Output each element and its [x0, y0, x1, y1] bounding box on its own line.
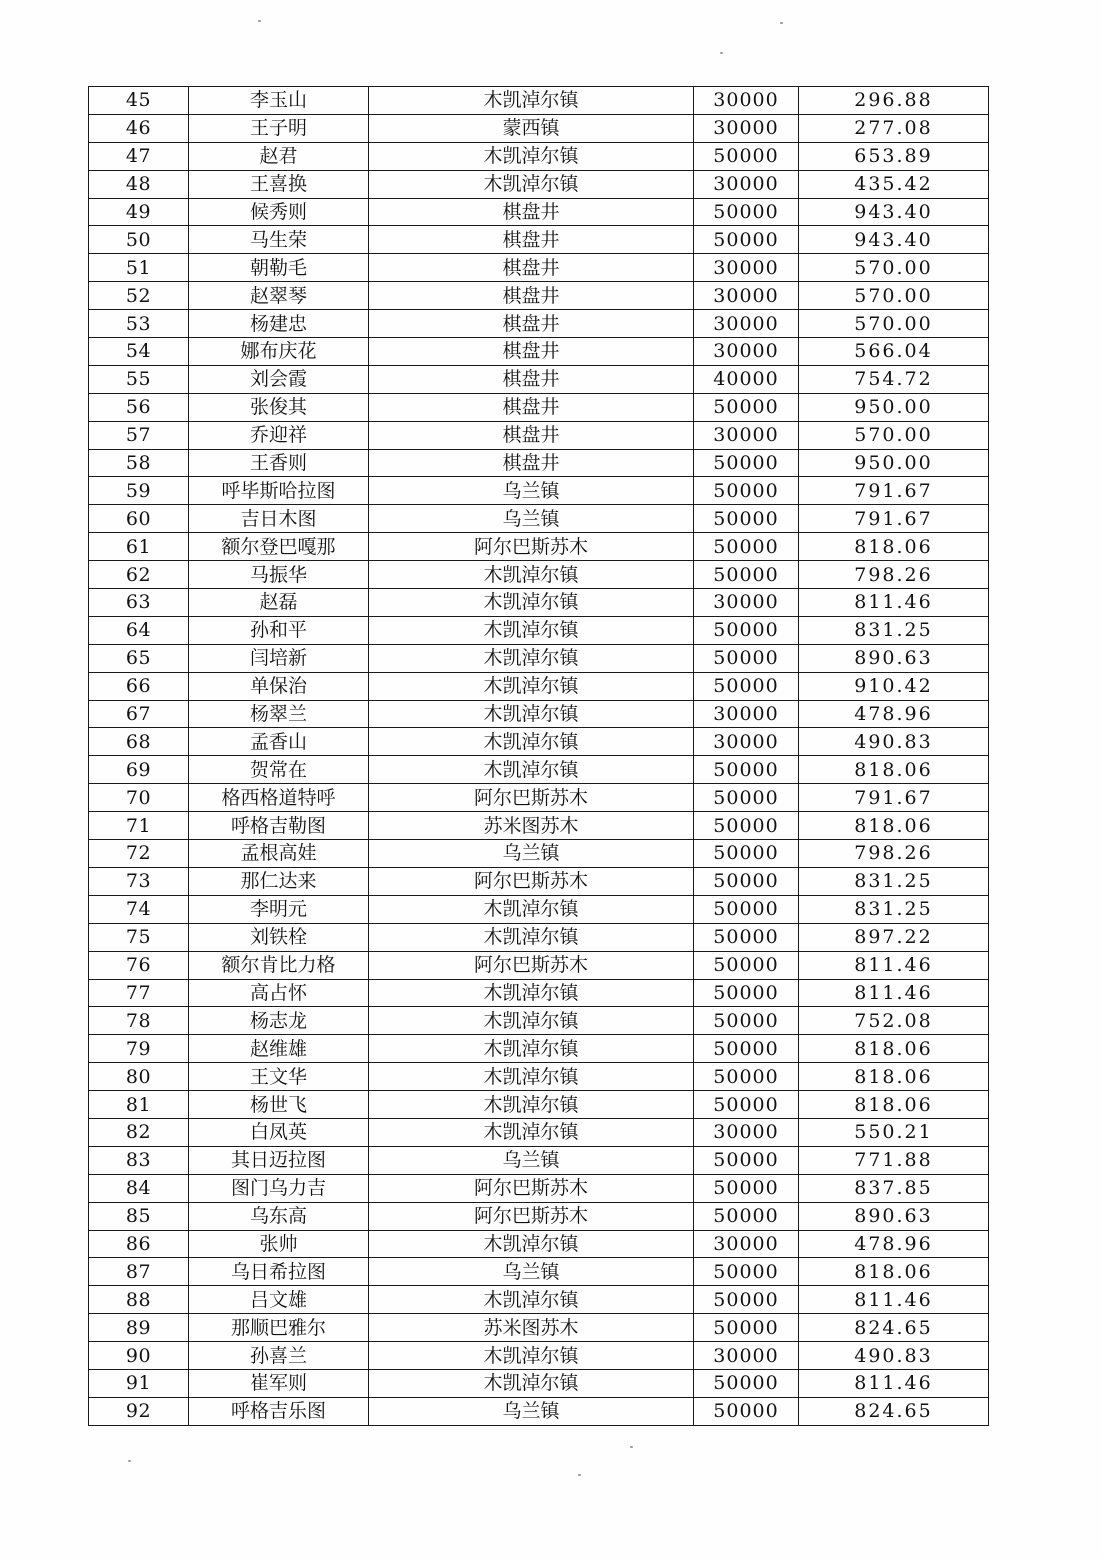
table-row: [89, 282, 989, 310]
table-row: [89, 895, 989, 923]
amount-value: 50000: [694, 1091, 799, 1119]
person-name: 王子明: [189, 114, 369, 142]
row-number: 59: [89, 477, 189, 505]
subsidy-value: 791.67: [799, 477, 989, 505]
amount-value: 30000: [694, 254, 799, 282]
row-number: 48: [89, 170, 189, 198]
table-row: [89, 533, 989, 561]
table-row: [89, 1146, 989, 1174]
person-name: 孙和平: [189, 616, 369, 644]
table-row: [89, 338, 989, 366]
table-row: [89, 1397, 989, 1425]
subsidy-value: 811.46: [799, 589, 989, 617]
row-number: 64: [89, 616, 189, 644]
town-name: 苏米图苏木: [369, 812, 694, 840]
person-name: 刘铁栓: [189, 923, 369, 951]
town-name: 棋盘井: [369, 282, 694, 310]
town-name: 木凯淖尔镇: [369, 616, 694, 644]
amount-value: 30000: [694, 87, 799, 115]
row-number: 63: [89, 589, 189, 617]
person-name: 额尔肯比力格: [189, 951, 369, 979]
amount-value: 50000: [694, 979, 799, 1007]
person-name: 娜布庆花: [189, 338, 369, 366]
scan-speck: [720, 52, 723, 54]
amount-value: 50000: [694, 533, 799, 561]
town-name: 木凯淖尔镇: [369, 700, 694, 728]
subsidy-value: 570.00: [799, 310, 989, 338]
person-name: 杨志龙: [189, 1007, 369, 1035]
subsidy-value: 570.00: [799, 421, 989, 449]
table-row: [89, 1007, 989, 1035]
town-name: 阿尔巴斯苏木: [369, 1202, 694, 1230]
person-name: 马生荣: [189, 226, 369, 254]
table-row: [89, 1202, 989, 1230]
subsidy-value: 490.83: [799, 1342, 989, 1370]
person-name: 赵磊: [189, 589, 369, 617]
amount-value: 50000: [694, 616, 799, 644]
amount-value: 50000: [694, 1007, 799, 1035]
row-number: 83: [89, 1146, 189, 1174]
amount-value: 30000: [694, 421, 799, 449]
scan-speck: [258, 20, 261, 22]
amount-value: 50000: [694, 756, 799, 784]
town-name: 棋盘井: [369, 310, 694, 338]
subsidy-value: 550.21: [799, 1118, 989, 1146]
amount-value: 50000: [694, 393, 799, 421]
subsidy-value: 831.25: [799, 867, 989, 895]
table-row: [89, 477, 989, 505]
town-name: 木凯淖尔镇: [369, 87, 694, 115]
subsidy-value: 818.06: [799, 812, 989, 840]
person-name: 那仁达来: [189, 867, 369, 895]
town-name: 木凯淖尔镇: [369, 644, 694, 672]
table-row: [89, 756, 989, 784]
table-row: [89, 812, 989, 840]
subsidy-value: 811.46: [799, 1369, 989, 1397]
subsidy-value: 890.63: [799, 644, 989, 672]
subsidy-value: 478.96: [799, 1230, 989, 1258]
table-row: [89, 1035, 989, 1063]
subsidy-value: 478.96: [799, 700, 989, 728]
row-number: 50: [89, 226, 189, 254]
person-name: 孟根高娃: [189, 840, 369, 868]
town-name: 乌兰镇: [369, 477, 694, 505]
subsidy-value: 831.25: [799, 895, 989, 923]
row-number: 85: [89, 1202, 189, 1230]
town-name: 阿尔巴斯苏木: [369, 533, 694, 561]
subsidy-value: 824.65: [799, 1397, 989, 1425]
town-name: 木凯淖尔镇: [369, 728, 694, 756]
table-row: [89, 979, 989, 1007]
amount-value: 50000: [694, 1174, 799, 1202]
amount-value: 50000: [694, 1035, 799, 1063]
table-row: [89, 449, 989, 477]
town-name: 棋盘井: [369, 254, 694, 282]
row-number: 66: [89, 672, 189, 700]
amount-value: 30000: [694, 728, 799, 756]
person-name: 孙喜兰: [189, 1342, 369, 1370]
amount-value: 50000: [694, 923, 799, 951]
amount-value: 30000: [694, 338, 799, 366]
subsidy-value: 752.08: [799, 1007, 989, 1035]
person-name: 额尔登巴嘎那: [189, 533, 369, 561]
row-number: 88: [89, 1286, 189, 1314]
town-name: 苏米图苏木: [369, 1314, 694, 1342]
row-number: 54: [89, 338, 189, 366]
subsidy-value: 653.89: [799, 142, 989, 170]
town-name: 蒙西镇: [369, 114, 694, 142]
town-name: 木凯淖尔镇: [369, 1007, 694, 1035]
table-row: [89, 1230, 989, 1258]
amount-value: 50000: [694, 1146, 799, 1174]
amount-value: 50000: [694, 812, 799, 840]
amount-value: 50000: [694, 1369, 799, 1397]
amount-value: 40000: [694, 365, 799, 393]
person-name: 图门乌力吉: [189, 1174, 369, 1202]
amount-value: 50000: [694, 1063, 799, 1091]
person-name: 吕文雄: [189, 1286, 369, 1314]
row-number: 57: [89, 421, 189, 449]
town-name: 木凯淖尔镇: [369, 672, 694, 700]
subsidy-value: 570.00: [799, 282, 989, 310]
table-row: [89, 1286, 989, 1314]
scan-speck: [128, 1460, 131, 1462]
town-name: 木凯淖尔镇: [369, 589, 694, 617]
table-row: [89, 1118, 989, 1146]
subsidy-value: 943.40: [799, 198, 989, 226]
table-row: [89, 114, 989, 142]
table-row: [89, 1174, 989, 1202]
person-name: 杨建忠: [189, 310, 369, 338]
person-name: 崔军则: [189, 1369, 369, 1397]
table-row: [89, 1342, 989, 1370]
table-row: [89, 1314, 989, 1342]
table-row: [89, 672, 989, 700]
town-name: 木凯淖尔镇: [369, 923, 694, 951]
table-row: [89, 951, 989, 979]
row-number: 47: [89, 142, 189, 170]
subsidy-value: 824.65: [799, 1314, 989, 1342]
town-name: 乌兰镇: [369, 1146, 694, 1174]
amount-value: 50000: [694, 561, 799, 589]
subsidy-value: 435.42: [799, 170, 989, 198]
amount-value: 50000: [694, 1397, 799, 1425]
table-row: [89, 784, 989, 812]
subsidy-value: 791.67: [799, 784, 989, 812]
subsidy-value: 798.26: [799, 840, 989, 868]
subsidy-value: 818.06: [799, 1091, 989, 1119]
table-row: [89, 728, 989, 756]
town-name: 木凯淖尔镇: [369, 170, 694, 198]
row-number: 67: [89, 700, 189, 728]
amount-value: 30000: [694, 589, 799, 617]
row-number: 78: [89, 1007, 189, 1035]
table-row: [89, 840, 989, 868]
person-name: 张俊其: [189, 393, 369, 421]
amount-value: 50000: [694, 1258, 799, 1286]
subsidy-value: 490.83: [799, 728, 989, 756]
subsidy-value: 798.26: [799, 561, 989, 589]
town-name: 棋盘井: [369, 198, 694, 226]
row-number: 77: [89, 979, 189, 1007]
town-name: 木凯淖尔镇: [369, 561, 694, 589]
amount-value: 50000: [694, 951, 799, 979]
subsidy-value: 791.67: [799, 505, 989, 533]
person-name: 呼毕斯哈拉图: [189, 477, 369, 505]
person-name: 刘会霞: [189, 365, 369, 393]
person-name: 高占怀: [189, 979, 369, 1007]
table-row: [89, 87, 989, 115]
subsidy-value: 818.06: [799, 1063, 989, 1091]
row-number: 52: [89, 282, 189, 310]
subsidy-value: 296.88: [799, 87, 989, 115]
amount-value: 50000: [694, 867, 799, 895]
table-row: [89, 700, 989, 728]
subsidy-value: 811.46: [799, 979, 989, 1007]
person-name: 朝勒毛: [189, 254, 369, 282]
table-row: [89, 254, 989, 282]
subsidy-value: 950.00: [799, 393, 989, 421]
town-name: 棋盘井: [369, 449, 694, 477]
town-name: 棋盘井: [369, 393, 694, 421]
town-name: 阿尔巴斯苏木: [369, 867, 694, 895]
person-name: 孟香山: [189, 728, 369, 756]
person-name: 呼格吉勒图: [189, 812, 369, 840]
row-number: 60: [89, 505, 189, 533]
row-number: 49: [89, 198, 189, 226]
amount-value: 50000: [694, 840, 799, 868]
row-number: 65: [89, 644, 189, 672]
town-name: 棋盘井: [369, 421, 694, 449]
person-name: 乌东高: [189, 1202, 369, 1230]
row-number: 90: [89, 1342, 189, 1370]
person-name: 赵维雄: [189, 1035, 369, 1063]
town-name: 木凯淖尔镇: [369, 1035, 694, 1063]
row-number: 91: [89, 1369, 189, 1397]
amount-value: 30000: [694, 1230, 799, 1258]
subsidy-value: 837.85: [799, 1174, 989, 1202]
amount-value: 50000: [694, 226, 799, 254]
amount-value: 50000: [694, 672, 799, 700]
row-number: 81: [89, 1091, 189, 1119]
scan-speck: [630, 1446, 633, 1448]
town-name: 木凯淖尔镇: [369, 1063, 694, 1091]
amount-value: 30000: [694, 1342, 799, 1370]
scan-speck: [578, 1474, 581, 1476]
person-name: 李明元: [189, 895, 369, 923]
table-row: [89, 505, 989, 533]
row-number: 80: [89, 1063, 189, 1091]
row-number: 70: [89, 784, 189, 812]
row-number: 72: [89, 840, 189, 868]
subsidy-value: 818.06: [799, 533, 989, 561]
amount-value: 50000: [694, 784, 799, 812]
subsidy-value: 754.72: [799, 365, 989, 393]
row-number: 58: [89, 449, 189, 477]
person-name: 赵君: [189, 142, 369, 170]
person-name: 贺常在: [189, 756, 369, 784]
person-name: 吉日木图: [189, 505, 369, 533]
data-table: [88, 86, 989, 1426]
row-number: 73: [89, 867, 189, 895]
row-number: 86: [89, 1230, 189, 1258]
person-name: 李玉山: [189, 87, 369, 115]
town-name: 木凯淖尔镇: [369, 756, 694, 784]
subsidy-value: 897.22: [799, 923, 989, 951]
town-name: 棋盘井: [369, 365, 694, 393]
scan-speck: [780, 22, 783, 24]
person-name: 张帅: [189, 1230, 369, 1258]
table-row: [89, 1091, 989, 1119]
town-name: 阿尔巴斯苏木: [369, 1174, 694, 1202]
table-row: [89, 365, 989, 393]
table-row: [89, 226, 989, 254]
person-name: 王香则: [189, 449, 369, 477]
town-name: 乌兰镇: [369, 840, 694, 868]
person-name: 其日迈拉图: [189, 1146, 369, 1174]
amount-value: 50000: [694, 477, 799, 505]
town-name: 棋盘井: [369, 338, 694, 366]
row-number: 74: [89, 895, 189, 923]
amount-value: 50000: [694, 505, 799, 533]
row-number: 69: [89, 756, 189, 784]
amount-value: 50000: [694, 1202, 799, 1230]
subsidy-value: 818.06: [799, 1258, 989, 1286]
row-number: 55: [89, 365, 189, 393]
table-row: [89, 1063, 989, 1091]
row-number: 87: [89, 1258, 189, 1286]
person-name: 乌日希拉图: [189, 1258, 369, 1286]
table-row: [89, 561, 989, 589]
subsidy-value: 811.46: [799, 951, 989, 979]
person-name: 格西格道特呼: [189, 784, 369, 812]
amount-value: 30000: [694, 1118, 799, 1146]
person-name: 杨世飞: [189, 1091, 369, 1119]
amount-value: 30000: [694, 282, 799, 310]
person-name: 闫培新: [189, 644, 369, 672]
row-number: 61: [89, 533, 189, 561]
row-number: 89: [89, 1314, 189, 1342]
table-row: [89, 616, 989, 644]
town-name: 阿尔巴斯苏木: [369, 951, 694, 979]
subsidy-value: 943.40: [799, 226, 989, 254]
town-name: 木凯淖尔镇: [369, 1286, 694, 1314]
subsidy-value: 771.88: [799, 1146, 989, 1174]
town-name: 木凯淖尔镇: [369, 142, 694, 170]
table-row: [89, 170, 989, 198]
row-number: 68: [89, 728, 189, 756]
person-name: 马振华: [189, 561, 369, 589]
amount-value: 30000: [694, 114, 799, 142]
table-row: [89, 142, 989, 170]
row-number: 46: [89, 114, 189, 142]
row-number: 51: [89, 254, 189, 282]
subsidy-value: 910.42: [799, 672, 989, 700]
person-name: 呼格吉乐图: [189, 1397, 369, 1425]
town-name: 木凯淖尔镇: [369, 895, 694, 923]
row-number: 62: [89, 561, 189, 589]
amount-value: 30000: [694, 700, 799, 728]
town-name: 阿尔巴斯苏木: [369, 784, 694, 812]
table-row: [89, 310, 989, 338]
person-name: 赵翠琴: [189, 282, 369, 310]
row-number: 56: [89, 393, 189, 421]
person-name: 乔迎祥: [189, 421, 369, 449]
town-name: 棋盘井: [369, 226, 694, 254]
subsidy-value: 277.08: [799, 114, 989, 142]
person-name: 候秀则: [189, 198, 369, 226]
town-name: 乌兰镇: [369, 1397, 694, 1425]
table-row: [89, 1369, 989, 1397]
amount-value: 50000: [694, 644, 799, 672]
row-number: 75: [89, 923, 189, 951]
town-name: 木凯淖尔镇: [369, 1369, 694, 1397]
amount-value: 30000: [694, 170, 799, 198]
town-name: 乌兰镇: [369, 1258, 694, 1286]
table-row: [89, 867, 989, 895]
amount-value: 50000: [694, 1314, 799, 1342]
row-number: 76: [89, 951, 189, 979]
row-number: 84: [89, 1174, 189, 1202]
subsidy-value: 950.00: [799, 449, 989, 477]
town-name: 木凯淖尔镇: [369, 1230, 694, 1258]
row-number: 82: [89, 1118, 189, 1146]
person-name: 单保治: [189, 672, 369, 700]
amount-value: 50000: [694, 895, 799, 923]
table-row: [89, 198, 989, 226]
town-name: 木凯淖尔镇: [369, 1342, 694, 1370]
amount-value: 50000: [694, 198, 799, 226]
town-name: 木凯淖尔镇: [369, 979, 694, 1007]
subsidy-value: 831.25: [799, 616, 989, 644]
row-number: 45: [89, 87, 189, 115]
person-name: 那顺巴雅尔: [189, 1314, 369, 1342]
person-name: 王文华: [189, 1063, 369, 1091]
table-row: [89, 1258, 989, 1286]
amount-value: 50000: [694, 142, 799, 170]
table-row: [89, 923, 989, 951]
person-name: 杨翠兰: [189, 700, 369, 728]
subsidy-value: 570.00: [799, 254, 989, 282]
town-name: 木凯淖尔镇: [369, 1091, 694, 1119]
town-name: 木凯淖尔镇: [369, 1118, 694, 1146]
row-number: 92: [89, 1397, 189, 1425]
table-row: [89, 393, 989, 421]
row-number: 79: [89, 1035, 189, 1063]
subsidy-value: 811.46: [799, 1286, 989, 1314]
amount-value: 50000: [694, 449, 799, 477]
table-row: [89, 421, 989, 449]
subsidy-value: 566.04: [799, 338, 989, 366]
table-row: [89, 644, 989, 672]
row-number: 71: [89, 812, 189, 840]
table-body: [89, 87, 989, 1426]
subsidy-value: 818.06: [799, 756, 989, 784]
table-row: [89, 589, 989, 617]
row-number: 53: [89, 310, 189, 338]
subsidy-value: 818.06: [799, 1035, 989, 1063]
amount-value: 50000: [694, 1286, 799, 1314]
town-name: 乌兰镇: [369, 505, 694, 533]
person-name: 王喜换: [189, 170, 369, 198]
subsidy-value: 890.63: [799, 1202, 989, 1230]
amount-value: 30000: [694, 310, 799, 338]
person-name: 白凤英: [189, 1118, 369, 1146]
